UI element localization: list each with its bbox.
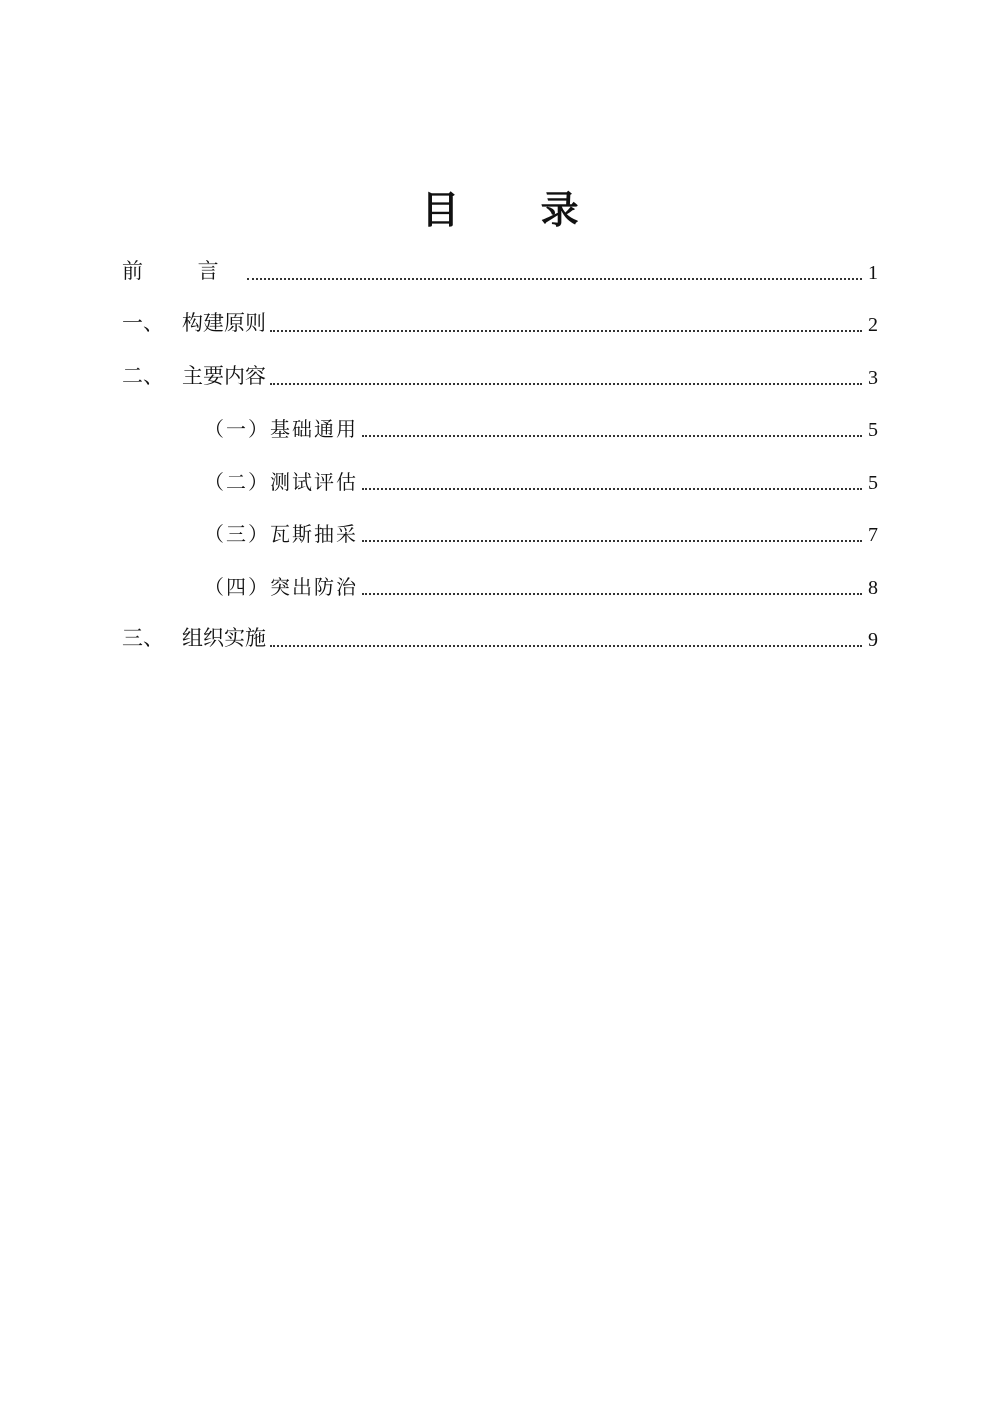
toc-entry-basic-general[interactable]: [122, 398, 878, 451]
toc-entry-label: 基础通用: [270, 417, 358, 441]
toc-dot-leader: [270, 383, 862, 385]
toc-page-number: 2: [868, 314, 878, 336]
toc-entry-implementation[interactable]: [122, 608, 878, 661]
toc-entry-label: 构建原则: [182, 311, 266, 335]
toc-entry-number: （三）: [204, 522, 270, 546]
toc-page-number: 8: [868, 576, 878, 599]
toc-entry-label: 测试评估: [270, 469, 358, 494]
toc-entry-number: 一、: [122, 311, 164, 335]
toc-entry-preface[interactable]: [122, 240, 878, 293]
toc-page-number: 9: [868, 629, 878, 651]
toc-dot-leader: [270, 645, 862, 647]
toc-entry-principles[interactable]: [122, 293, 878, 346]
toc-dot-leader: [362, 540, 862, 542]
toc-entry-gas-drainage[interactable]: [122, 503, 878, 556]
toc-entry-label: 突出防治: [270, 574, 358, 599]
toc-dot-leader: [362, 488, 862, 490]
toc-page-number: 7: [868, 524, 878, 546]
toc-page-number: 3: [868, 366, 878, 389]
toc-entry-number: （二）: [204, 469, 270, 494]
toc-dot-leader: [362, 435, 862, 437]
toc-page-number: 1: [868, 261, 878, 284]
toc-list: [122, 240, 878, 660]
toc-entry-main-content[interactable]: [122, 345, 878, 398]
toc-entry-label: 主要内容: [182, 363, 266, 388]
toc-page-number: 5: [868, 419, 878, 441]
toc-entry-number: 二、: [122, 363, 164, 388]
toc-entry-label: 瓦斯抽采: [270, 522, 358, 546]
toc-entry-number: （四）: [204, 574, 270, 599]
toc-dot-leader: [247, 278, 862, 280]
toc-entry-outburst-prevention[interactable]: [122, 555, 878, 608]
toc-title: 目 录: [421, 188, 613, 232]
toc-entry-number: 三、: [122, 626, 164, 650]
toc-dot-leader: [362, 593, 862, 595]
toc-entry-number: （一）: [204, 417, 270, 441]
toc-entry-label: 组织实施: [182, 626, 266, 650]
toc-entry-testing-evaluation[interactable]: [122, 450, 878, 503]
toc-entry-label: 前 言: [122, 258, 243, 283]
toc-dot-leader: [270, 330, 862, 332]
toc-page-number: 5: [868, 471, 878, 494]
